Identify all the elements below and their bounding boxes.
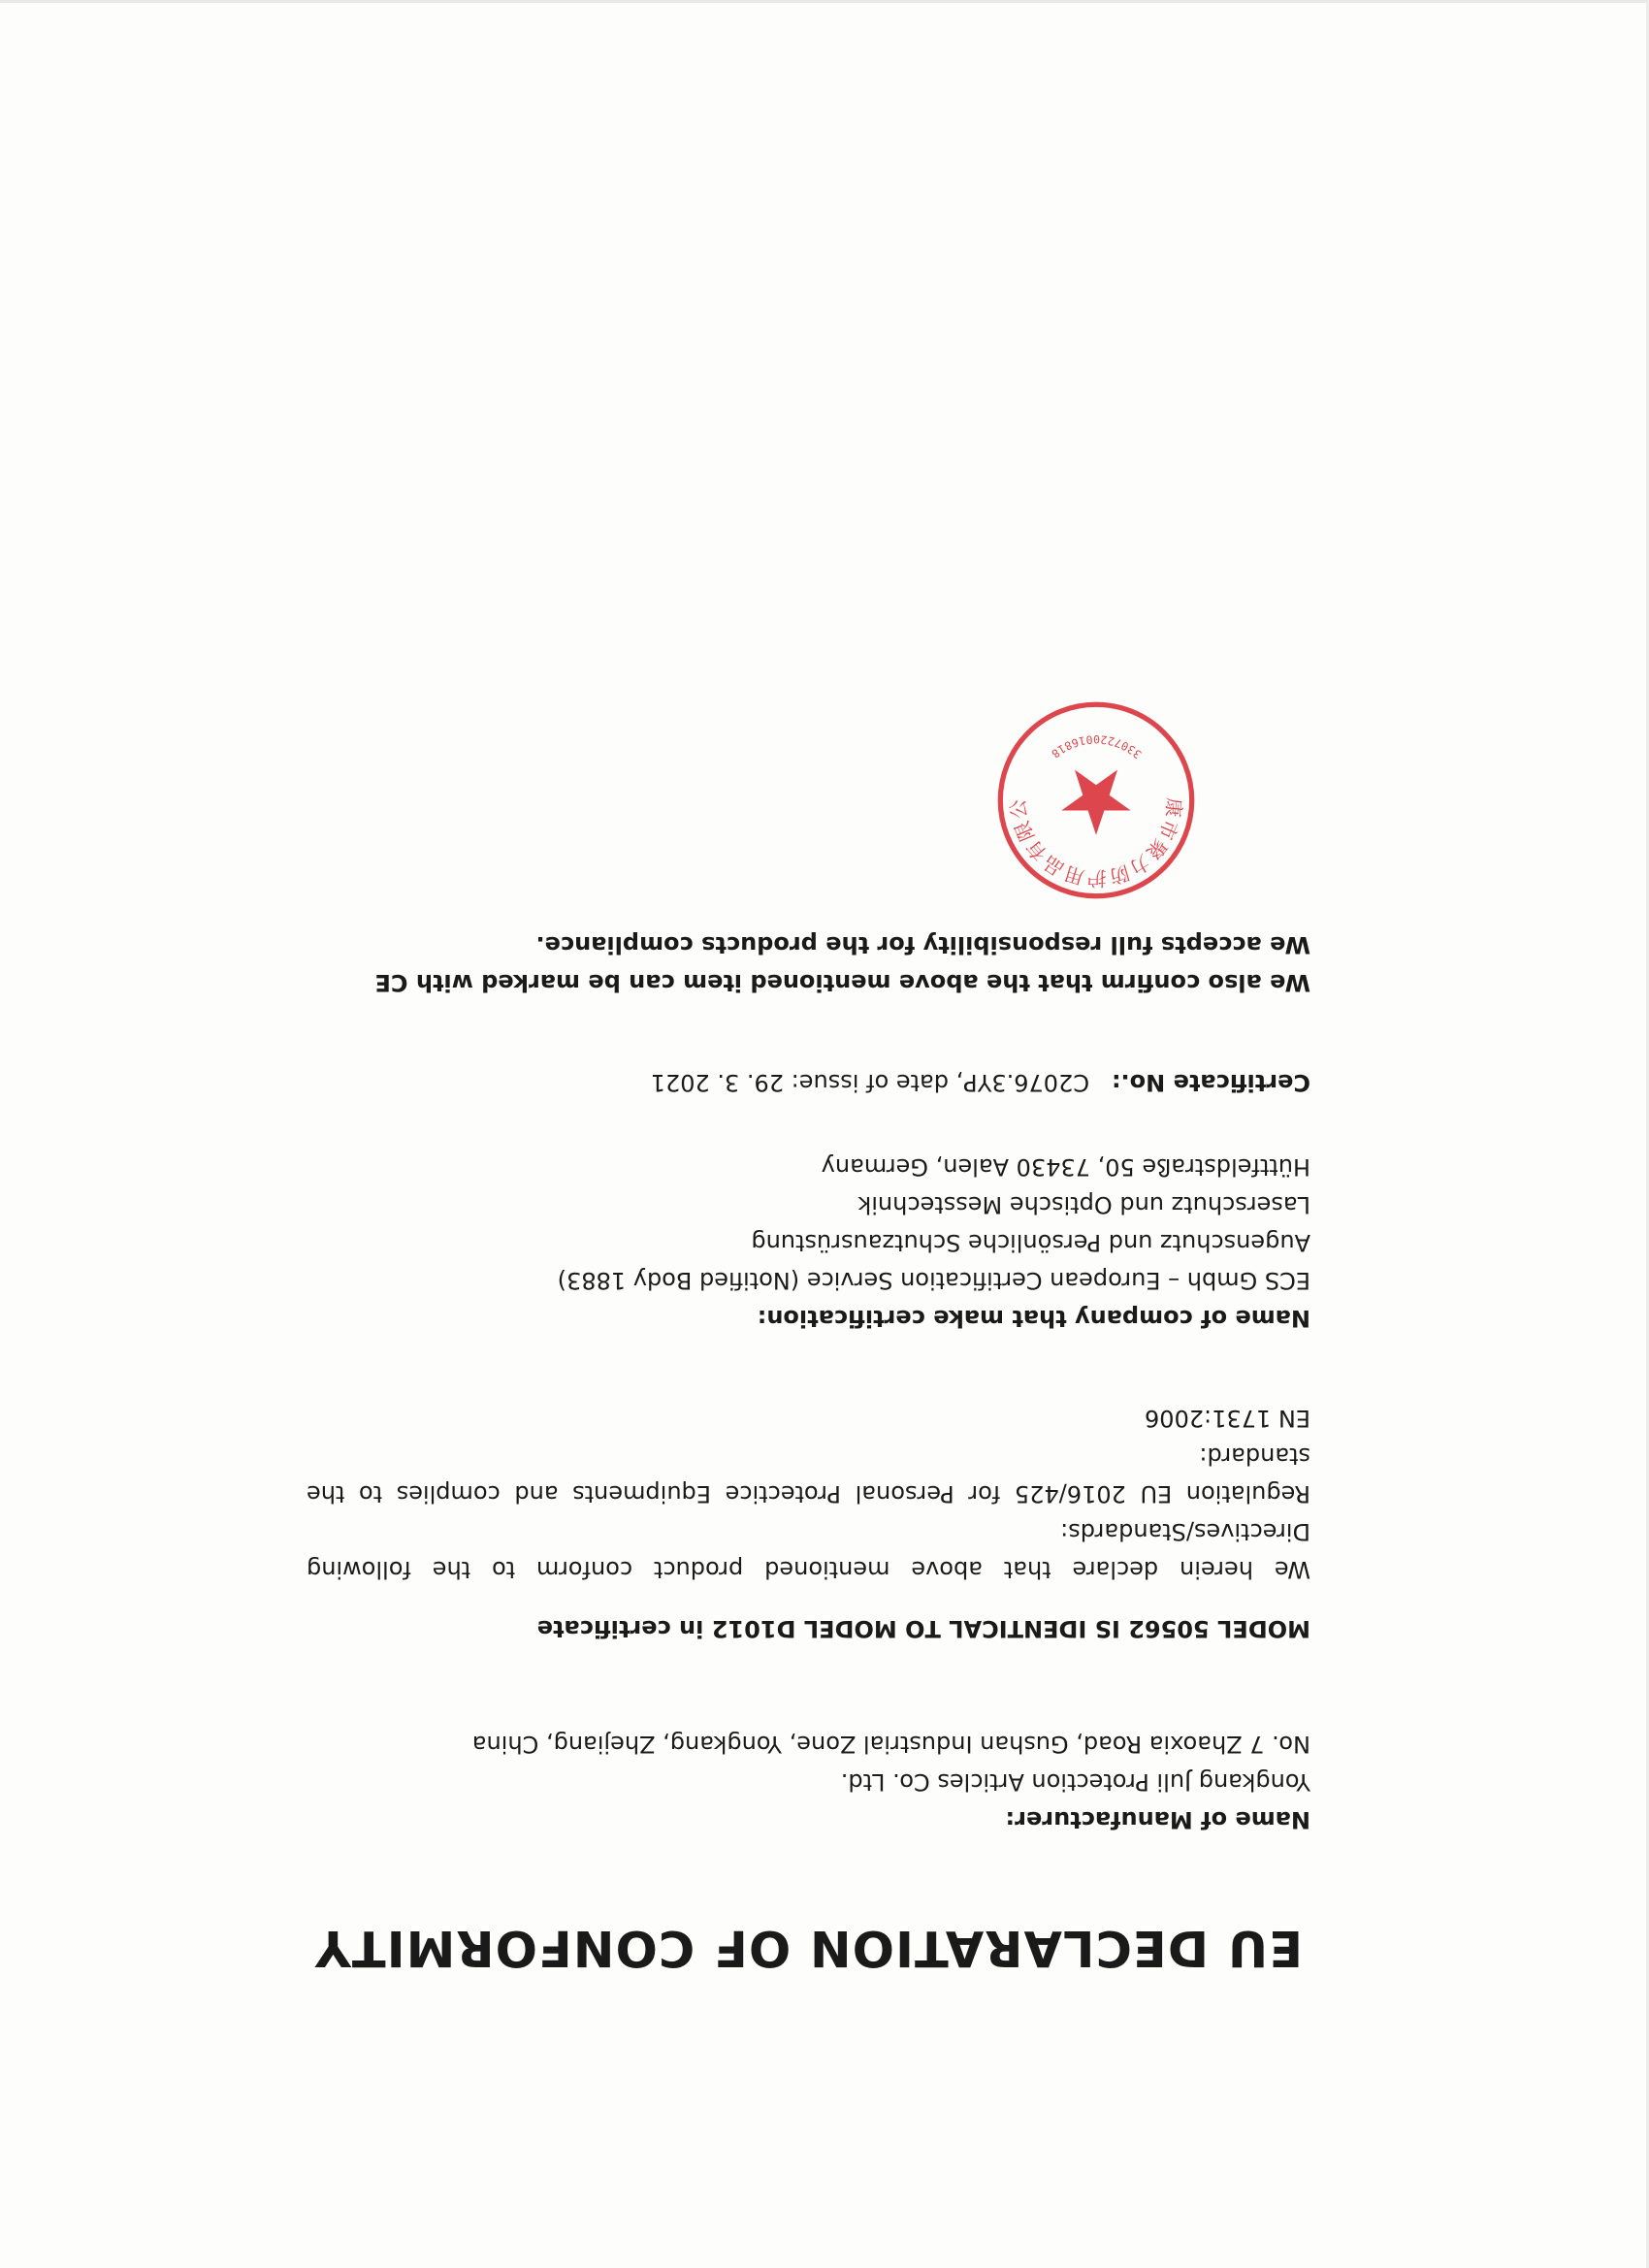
manufacturer-address: No. 7 Zhaoxia Road, Gushan Industrial Zone, Yongkang, Zhejiang, China (471, 1730, 1310, 1758)
document-title: EU DECLARATION OF CONFORMITY (313, 1919, 1304, 1976)
certifier-line: Augenschutz und Persönliche Schutzausrüstung (751, 1228, 1310, 1256)
certifier-line: Hüttfeldstraße 50, 73430 Aalen, Germany (821, 1152, 1310, 1181)
svg-text:永康市聚力防护用品有限公司: 康市聚力防护用品有限公 (1005, 796, 1187, 891)
certificate-label: Certificate No.: (1111, 1068, 1310, 1096)
certifier-line: ECS Gmbh – European Certification Service (Notified Body 1883) (557, 1266, 1310, 1294)
responsibility-statement: We accepts full responsibility for the products compliance. (535, 930, 1310, 958)
seal-graphic (994, 698, 1198, 902)
certifier-heading: Name of company that make certification: (757, 1304, 1310, 1332)
certifier-line: Laserschutz und Optische Messtechnik (857, 1190, 1310, 1218)
certificate-line (307, 1063, 1310, 1101)
declaration-text: We herein declare that above mentioned product conform to the following Directives/Standards: (307, 1517, 1310, 1583)
certificate-value: C2076.3YP, date of issue: 29. 3. 2021 (650, 1068, 1090, 1096)
manufacturer-heading: Name of Manufacturer: (1005, 1805, 1310, 1833)
document-body (307, 925, 1310, 1977)
model-statement: MODEL 50562 IS IDENTICAL TO MODEL D1012 in certificate (536, 1614, 1310, 1642)
company-seal (994, 698, 1198, 902)
svg-text:3307220016818: 3307220016818 (1048, 732, 1145, 761)
standard-code: EN 1731:2006 (1145, 1404, 1310, 1432)
ce-confirmation: We also confirm that the above mentioned item can be marked with CE (374, 968, 1310, 996)
regulation-text: Regulation EU 2016/425 for Personal Protectice Equipments and complies to the standard: (307, 1442, 1310, 1507)
manufacturer-name: Yongkang Juli Protection Articles Co. Ltd. (840, 1767, 1310, 1796)
